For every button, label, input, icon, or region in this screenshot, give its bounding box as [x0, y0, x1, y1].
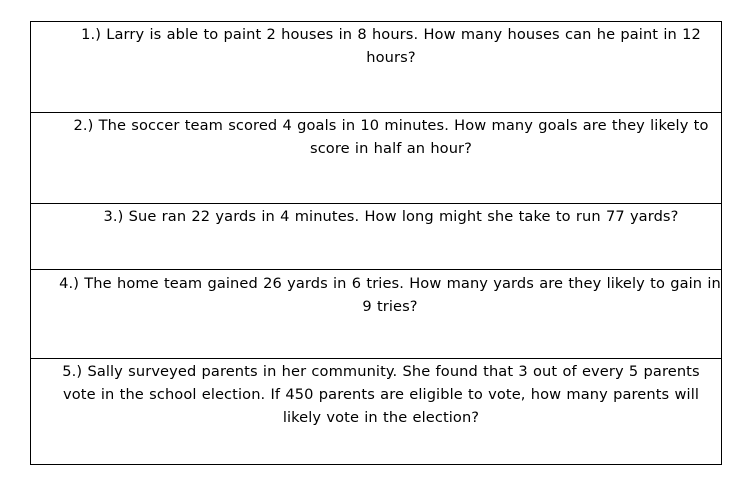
question-row-4 [31, 269, 721, 358]
question-2 [71, 114, 711, 160]
question-4-number: 4.) [59, 275, 80, 292]
question-5-text: Sally surveyed parents in her community. She found that 3 out of every 5 parents vote in the school election. If 450 parents are eligible to vote, how many parents will likely vote in the election? [62, 363, 700, 426]
question-5 [61, 360, 701, 429]
question-1-text: Larry is able to paint 2 houses in 8 hours. How many houses can he paint in 12 hours? [106, 26, 701, 66]
question-row-5 [31, 358, 721, 464]
question-row-1 [31, 22, 721, 112]
question-2-number: 2.) [73, 117, 94, 134]
question-2-text: The soccer team scored 4 goals in 10 minutes. How many goals are they likely to score in half an hour? [98, 117, 709, 157]
question-3 [101, 205, 681, 228]
question-4 [59, 272, 721, 318]
worksheet-table [30, 21, 722, 465]
question-3-number: 3.) [103, 208, 124, 225]
question-row-2 [31, 112, 721, 203]
question-3-text: Sue ran 22 yards in 4 minutes. How long might she take to run 77 yards? [128, 208, 679, 225]
question-5-number: 5.) [62, 363, 83, 380]
question-1 [81, 23, 701, 69]
question-4-text: The home team gained 26 yards in 6 tries. How many yards are they likely to gain in 9 tries? [84, 275, 721, 315]
question-1-number: 1.) [81, 26, 102, 43]
question-row-3 [31, 203, 721, 269]
